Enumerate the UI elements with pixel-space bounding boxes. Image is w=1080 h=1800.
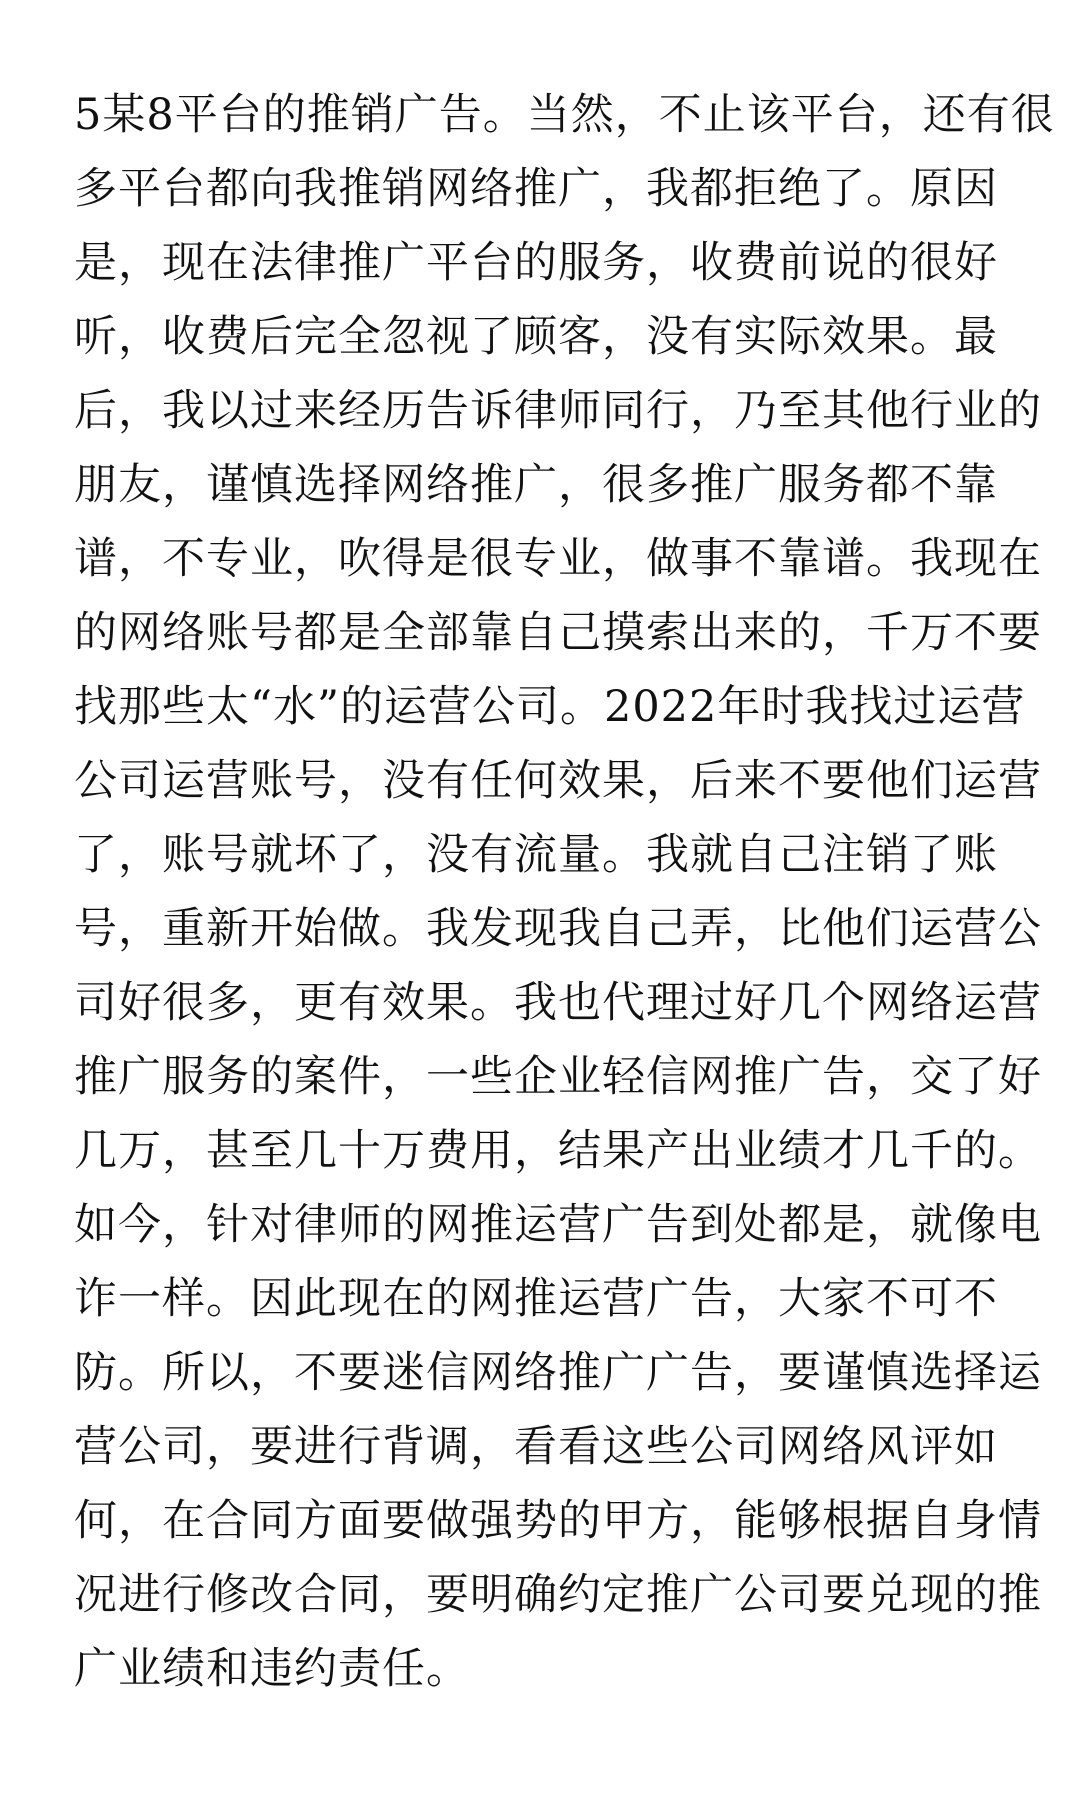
text-line: 司好很多，更有效果。我也代理过好几个网络运营	[74, 978, 1042, 1028]
text-line: 朋友，谨慎选择网络推广，很多推广服务都不靠	[74, 460, 998, 510]
text-line: 广业绩和违约责任。	[74, 1644, 470, 1694]
text-line: 号，重新开始做。我发现我自己弄，比他们运营公	[74, 904, 1042, 954]
text-line: 了，账号就坏了，没有流量。我就自己注销了账	[74, 830, 998, 880]
text-line: 的网络账号都是全部靠自己摸索出来的，千万不要	[74, 608, 1042, 658]
text-line: 听，收费后完全忽视了顾客，没有实际效果。最	[74, 312, 998, 362]
article-body	[74, 78, 1055, 1706]
text-line: 谱，不专业，吹得是很专业，做事不靠谱。我现在	[74, 534, 1042, 584]
text-line: 何，在合同方面要做强势的甲方，能够根据自身情	[74, 1496, 1042, 1546]
text-line: 防。所以，不要迷信网络推广广告，要谨慎选择运	[74, 1348, 1042, 1398]
text-line: 况进行修改合同，要明确约定推广公司要兑现的推	[74, 1570, 1042, 1620]
text-line: 营公司，要进行背调，看看这些公司网络风评如	[74, 1422, 998, 1472]
text-line: 几万，甚至几十万费用，结果产出业绩才几千的。	[74, 1126, 1042, 1176]
text-line: 找那些太“水”的运营公司。2022年时我找过运营	[74, 682, 1026, 732]
text-line: 推广服务的案件，一些企业轻信网推广告，交了好	[74, 1052, 1042, 1102]
text-line: 公司运营账号，没有任何效果，后来不要他们运营	[74, 756, 1042, 806]
text-line: 是，现在法律推广平台的服务，收费前说的很好	[74, 238, 998, 288]
text-line: 多平台都向我推销网络推广，我都拒绝了。原因	[74, 164, 998, 214]
text-line: 5某8平台的推销广告。当然，不止该平台，还有很	[74, 90, 1055, 140]
text-line: 后，我以过来经历告诉律师同行，乃至其他行业的	[74, 386, 1042, 436]
text-line: 诈一样。因此现在的网推运营广告，大家不可不	[74, 1274, 998, 1324]
text-line: 如今，针对律师的网推运营广告到处都是，就像电	[74, 1200, 1042, 1250]
